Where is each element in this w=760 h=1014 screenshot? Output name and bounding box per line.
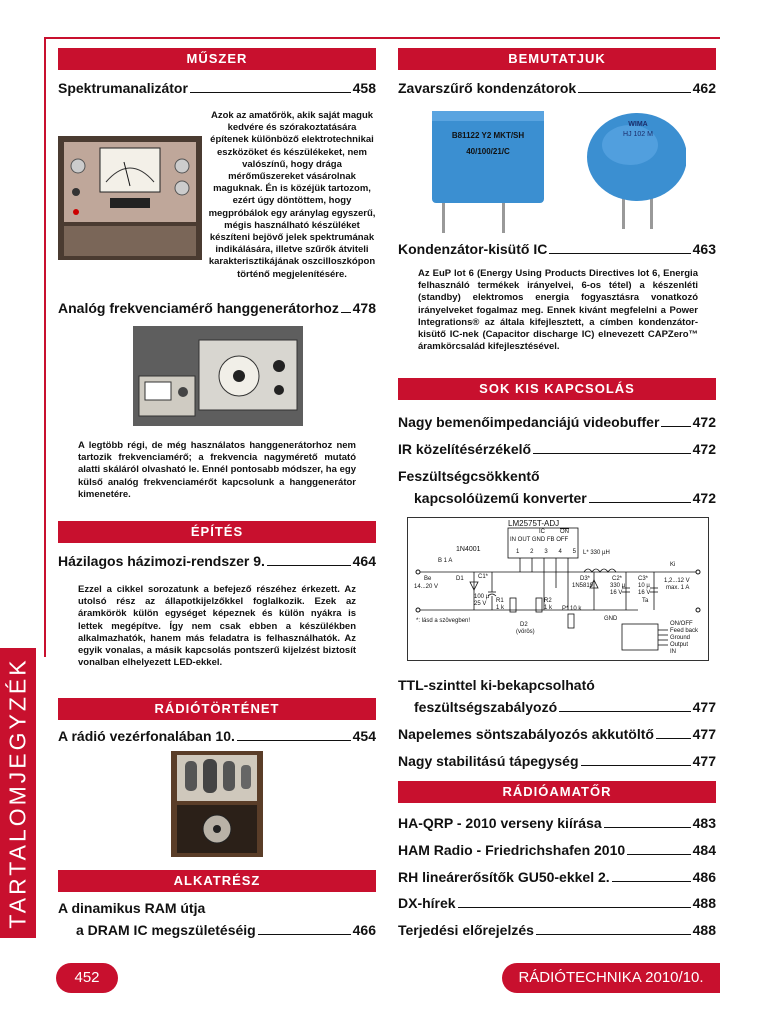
entry-page: 478 <box>352 300 376 316</box>
entry-title: Nagy bemenőimpedanciájú videobuffer <box>398 414 660 430</box>
entry-title: RH lineárerősítők GU50-ekkel 2. <box>398 869 610 885</box>
toc-entry-tapegyseg[interactable] <box>398 753 716 769</box>
schem-fuse: B 1 A <box>438 558 453 564</box>
entry-title: Házilagos házimozi-rendszer 9. <box>58 553 265 569</box>
cap2-brand: WIMA <box>628 121 648 128</box>
entry-page: 454 <box>352 728 376 744</box>
schem-d3-type: 1N5819 <box>572 583 594 589</box>
entry-title: Analóg frekvenciamérő hanggenerátorhoz <box>58 300 339 316</box>
desc-spektrumanalizator: Azok az amatőrök, akik saját maguk kedvére és szórakoztatására építenek különböző elektrotechnikai eszközöket és készülékeket, nem valószínű, hogy drága mérőműszereket vásárolnak maguknak. Én is közéjük tartozom, ezért úgy döntöttem, hogy megpróbálok egy aránylag egyszerű, mégis használható készüléket készíteni bejövő jelek spektrumának indikálására, illetve szűrők átviteli karakterisztikájának oszcilloszkópon történő megjelenítésére. <box>208 110 376 280</box>
leader-line <box>627 854 690 855</box>
leader-line <box>656 738 691 739</box>
entry-title-line2: a DRAM IC megszületéséig <box>76 922 256 938</box>
cap2-code: HJ 102 M <box>623 131 653 138</box>
leader-line <box>536 934 691 935</box>
leader-line <box>237 740 351 741</box>
schem-ki-range: 1,2...12 V <box>664 578 690 584</box>
photo-kondenzatorok <box>432 107 686 233</box>
schem-c2-v: 16 V <box>610 590 623 596</box>
toc-entry-zavarszuro[interactable] <box>398 80 716 96</box>
toc-entry-dx-hirek[interactable] <box>398 895 716 911</box>
schem-be-range: 14...20 V <box>414 584 439 590</box>
section-banner-radioamator: RÁDIÓAMATŐR <box>398 781 716 803</box>
toc-entry-radio-vezerfonal[interactable] <box>58 728 376 744</box>
cap1-label2: 40/100/21/C <box>466 147 510 156</box>
entry-page: 477 <box>692 753 716 769</box>
leader-line <box>258 934 351 935</box>
schem-pin-numbers: 1 2 3 4 5 <box>516 549 576 555</box>
desc-hazimozi: Ezzel a cikkel sorozatunk a befejező részéhez érkezett. Az utolsó rész az állapotkijelzőkkel foglalkozik. Ezek az áramkörök külön egységet képeznek és külön nyákra is lettek megépítve. Így nem csak ebben a készülékben alkalmazhatók, hanem más feladatra is felhasználhatók. Az egyik vonalas, a másik kapcsolás pontszerű kijelzést biztosít vonalban elhelyezett LED-ekkel. <box>78 584 356 669</box>
toc-entry-ir-kozelites[interactable] <box>398 441 716 457</box>
schem-note: *: lásd a szövegben! <box>416 618 471 624</box>
leader-line <box>559 711 690 712</box>
toc-entry-spektrumanalizator[interactable] <box>58 80 376 96</box>
cap1-label1: B81122 Y2 MKT/SH <box>451 131 525 140</box>
entry-page: 466 <box>352 922 376 938</box>
desc-analog-frekvenciamero: A legtöbb régi, de még használatos hanggenerátorhoz nem tartozik frekvenciamérő; a frekvencia nagymérető mutató alatti skáláról olvasható le. Ennél pontosabb módszer, ha egy külső analóg frekvenciamérőt kapcsolunk a hanggenerátor kimenetére. <box>78 440 356 500</box>
entry-title: A rádió vezérfonalában 10. <box>58 728 235 744</box>
toc-entry-rh-linear[interactable] <box>398 869 716 885</box>
schem-r2: R2 <box>544 598 552 604</box>
schem-ic: LM2575T-ADJ <box>508 519 560 528</box>
top-rule <box>44 37 720 39</box>
schem-be: Be <box>424 576 432 582</box>
schem-c1-val: 100 µ <box>474 594 490 600</box>
toc-entry-feszultsegcsokkento[interactable] <box>414 490 716 506</box>
toc-entry-ham-radio[interactable] <box>398 842 716 858</box>
schem-c3: C3* <box>638 576 649 582</box>
schem-r2-val: 1 k <box>544 605 553 611</box>
toc-entry-dram-line1[interactable] <box>58 900 376 916</box>
leader-line <box>267 565 351 566</box>
entry-page: 486 <box>692 869 716 885</box>
schem-gnd: GND <box>604 616 618 622</box>
schem-on: $\overline{ON}$ <box>560 529 569 535</box>
leader-line <box>341 312 351 313</box>
leader-line <box>578 92 690 93</box>
leader-line <box>190 92 351 93</box>
schem-c3-val: 10 µ <box>638 583 650 589</box>
entry-title: A dinamikus RAM útja <box>58 900 206 916</box>
schem-c1-v: 25 V <box>474 601 487 607</box>
leader-line <box>533 453 691 454</box>
schem-l: L* 330 µH <box>583 550 610 556</box>
entry-title: Nagy stabilitású tápegység <box>398 753 579 769</box>
section-banner-muszer: MŰSZER <box>58 48 376 70</box>
entry-title: IR közelítésérzékelő <box>398 441 532 457</box>
entry-page: 464 <box>352 553 376 569</box>
schem-ki-max: max. 1 A <box>666 585 690 591</box>
toc-entry-videobuffer[interactable] <box>398 414 716 430</box>
schem-c2-val: 330 µ <box>610 583 626 589</box>
entry-title: Spektrumanalizátor <box>58 80 188 96</box>
entry-page: 483 <box>692 815 716 831</box>
schem-ki: Ki <box>670 562 676 568</box>
section-banner-epites: ÉPÍTÉS <box>58 521 376 543</box>
schem-c2: C2* <box>612 576 623 582</box>
leader-line <box>549 253 690 254</box>
schem-r1: R1 <box>496 598 504 604</box>
leader-line <box>612 881 691 882</box>
schem-c1: C1* <box>478 574 489 580</box>
leader-line <box>458 907 691 908</box>
entry-page: 472 <box>692 441 716 457</box>
entry-title-line2: kapcsolóüzemű konverter <box>414 490 587 506</box>
toc-entry-napelemes[interactable] <box>398 726 716 742</box>
leader-line <box>589 502 691 503</box>
schem-d1: D1 <box>456 576 464 582</box>
schem-r1-val: 1 k <box>496 605 505 611</box>
entry-page: 477 <box>692 726 716 742</box>
section-banner-radiotortenet: RÁDIÓTÖRTÉNET <box>58 698 376 720</box>
page-number: 452 <box>56 963 118 993</box>
entry-page: 472 <box>692 490 716 506</box>
section-banner-sok-kis-kapcsolas: SOK KIS KAPCSOLÁS <box>398 378 716 400</box>
entry-title: Napelemes söntszabályozós akkutöltő <box>398 726 654 742</box>
entry-title: Terjedési előrejelzés <box>398 922 534 938</box>
schem-c3-v: 16 V <box>638 590 651 596</box>
toc-entry-analog-frekvenciamero[interactable] <box>58 300 376 316</box>
toc-entry-ttl[interactable] <box>414 699 716 715</box>
entry-page: 488 <box>692 922 716 938</box>
schem-d2-color: (vörös) <box>516 629 535 635</box>
schem-d2: D2 <box>520 622 528 628</box>
schem-ic-pins: IN OUT GND FB OFF <box>510 537 569 543</box>
photo-hanggenerator <box>133 326 303 426</box>
entry-title: Kondenzátor-kisütő IC <box>398 241 548 257</box>
toc-entry-ttl-line1[interactable] <box>398 677 716 693</box>
entry-title: Zavarszűrő kondenzátorok <box>398 80 577 96</box>
schem-diode1: 1N4001 <box>456 546 481 553</box>
entry-title: HAM Radio - Friedrichshafen 2010 <box>398 842 626 858</box>
schem-p: P* 10 k <box>562 606 582 612</box>
entry-page: 472 <box>692 414 716 430</box>
sidebar-label: TARTALOMJEGYZÉK <box>4 657 31 929</box>
entry-title-line2: feszültségszabályozó <box>414 699 558 715</box>
entry-title: HA-QRP - 2010 verseny kiírása <box>398 815 602 831</box>
schem-ta: Ta <box>642 598 649 604</box>
section-banner-alkatresz: ALKATRÉSZ <box>58 870 376 892</box>
schem-pinout: ON/OFF Feed back Ground Output IN <box>670 621 699 655</box>
leader-line <box>604 827 691 828</box>
entry-title: Feszültségcsökkentő <box>398 468 540 484</box>
toc-entry-kondenzator-kisuto[interactable] <box>398 241 716 257</box>
schem-ic-label: IC <box>539 529 545 535</box>
entry-page: 484 <box>692 842 716 858</box>
leader-line <box>661 426 690 427</box>
toc-entry-terjedesi[interactable] <box>398 922 716 938</box>
entry-page: 488 <box>692 895 716 911</box>
entry-page: 458 <box>352 80 376 96</box>
section-banner-bemutatjuk: BEMUTATJUK <box>398 48 716 70</box>
magazine-issue: RÁDIÓTECHNIKA 2010/10. <box>502 963 720 993</box>
toc-entry-ha-qrp[interactable] <box>398 815 716 831</box>
left-rule <box>44 37 46 657</box>
photo-spektrumanalizator <box>58 136 202 260</box>
desc-kondenzator-kisuto: Az EuP lot 6 (Energy Using Products Directives lot 6, Energia felhasználó termékek irányelvei, 6-os tétel) a készenléti (standby) elektromos energia fogyasztásra vonatkozó irányelveket fogalmaz meg. Ennek kivánt megfelelni a Power Integrations® az általa kifejlesztett, a címben kondenzátor-kisütő IC-nek (Capacitor discharge IC) elnevezett CAPZero™ áramkörcsalád kifejlesztésével. <box>418 268 698 353</box>
toc-entry-feszultsegcsokkento-line1[interactable] <box>398 468 716 484</box>
schematic-converter <box>407 517 709 661</box>
toc-entry-hazimozi[interactable] <box>58 553 376 569</box>
entry-title: DX-hírek <box>398 895 456 911</box>
entry-page: 462 <box>692 80 716 96</box>
entry-page: 477 <box>692 699 716 715</box>
toc-entry-dram[interactable] <box>76 922 376 938</box>
leader-line <box>581 765 691 766</box>
entry-page: 463 <box>692 241 716 257</box>
schem-d3: D3* <box>580 576 591 582</box>
photo-radio <box>171 751 263 857</box>
entry-title: TTL-szinttel ki-bekapcsolható <box>398 677 595 693</box>
